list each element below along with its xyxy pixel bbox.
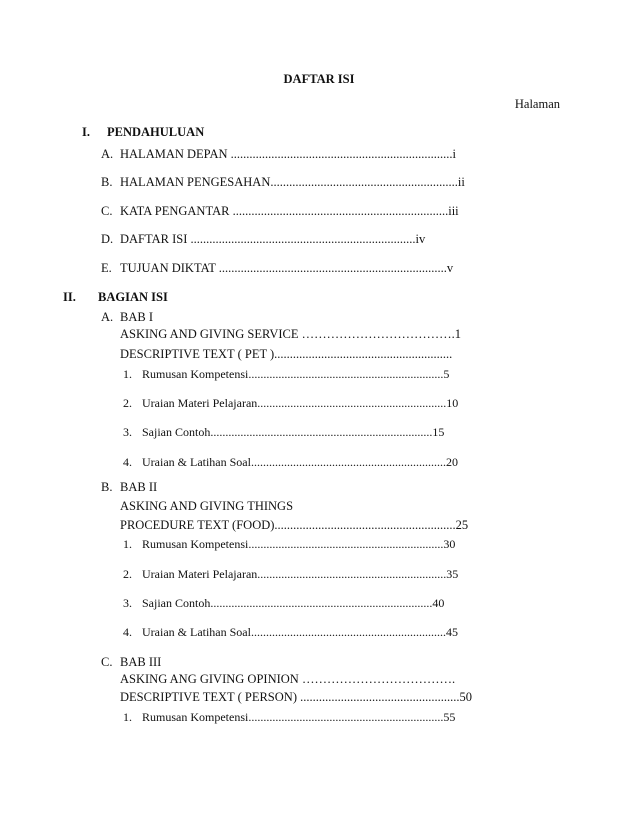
toc-entry-text: HALAMAN PENGESAHAN <box>120 175 271 189</box>
sub-entry <box>142 596 444 611</box>
toc-page-number: 40 <box>432 596 445 610</box>
toc-entry <box>120 232 425 247</box>
toc-entry-text: Rumusan Kompetensi <box>142 367 249 381</box>
dot-leader: ………………………………. <box>298 672 456 686</box>
bab-heading-line <box>120 690 472 705</box>
sub-item-number: 3. <box>123 425 132 439</box>
sub-entry <box>142 625 458 640</box>
bab-heading-line <box>120 499 293 514</box>
toc-item-letter: B. <box>101 480 113 494</box>
bab-label: BAB II <box>120 480 158 494</box>
dot-leader: ................................................................. <box>250 625 446 639</box>
sub-item-number: 2. <box>123 396 132 410</box>
toc-entry-text: Sajian Contoh <box>142 596 211 610</box>
page-title: DAFTAR ISI <box>283 72 355 86</box>
bab-label: BAB I <box>120 310 153 324</box>
toc-item-letter: B. <box>101 175 113 189</box>
bab-heading-line <box>120 327 461 342</box>
toc-entry-text: Uraian & Latihan Soal <box>142 625 251 639</box>
bab-heading-line <box>120 347 452 362</box>
toc-entry-text: Rumusan Kompetensi <box>142 537 249 551</box>
toc-entry <box>120 204 459 219</box>
dot-leader: ................................................................. <box>250 455 446 469</box>
toc-item-letter: C. <box>101 204 113 218</box>
toc-page-number: 50 <box>459 690 472 704</box>
toc-item-letter: A. <box>101 147 114 161</box>
toc-entry-text: DAFTAR ISI <box>120 232 188 246</box>
toc-page-number: ii <box>457 175 465 189</box>
toc-entry-text: TUJUAN DIKTAT <box>120 261 216 275</box>
toc-item-letter: A. <box>101 310 114 324</box>
dot-leader: ......................................................... <box>274 347 453 361</box>
sub-entry <box>142 567 458 582</box>
toc-page-number: iv <box>415 232 426 246</box>
dot-leader: ……………………………… <box>298 327 452 341</box>
toc-page-number: 10 <box>446 396 459 410</box>
toc-entry-text: Uraian & Latihan Soal <box>142 455 251 469</box>
toc-page-number: i <box>452 147 457 161</box>
toc-entry <box>120 261 453 276</box>
section-heading: PENDAHULUAN <box>107 125 205 139</box>
toc-entry-text: HALAMAN DEPAN <box>120 147 228 161</box>
toc-entry-text: Sajian Contoh <box>142 425 211 439</box>
dot-leader: ........................................................................ <box>187 232 416 246</box>
section-number: I. <box>82 125 90 139</box>
toc-page-number: iii <box>448 204 459 218</box>
sub-item-number: 1. <box>123 367 132 381</box>
dot-leader: .......................................................................... <box>210 596 433 610</box>
bab-heading-line <box>120 672 455 687</box>
toc-page-number: 15 <box>432 425 445 439</box>
sub-item-number: 1. <box>123 710 132 724</box>
toc-page-number: v <box>446 261 454 275</box>
dot-leader: ................................................... <box>296 690 460 704</box>
dot-leader: ............................................................... <box>257 396 447 410</box>
dot-leader: ................................................................. <box>248 537 444 551</box>
toc-entry <box>120 147 456 162</box>
sub-entry <box>142 425 444 440</box>
dot-leader: ..................................................................... <box>229 204 449 218</box>
toc-entry-text: ASKING AND GIVING THINGS <box>120 499 294 513</box>
toc-entry-text: Uraian Materi Pelajaran <box>142 396 258 410</box>
toc-entry-text: KATA PENGANTAR <box>120 204 230 218</box>
section-number: II. <box>63 290 76 304</box>
sub-entry <box>142 455 458 470</box>
dot-leader: ......................................................................... <box>215 261 447 275</box>
page-column-label: Halaman <box>514 97 560 111</box>
sub-item-number: 2. <box>123 567 132 581</box>
sub-item-number: 1. <box>123 537 132 551</box>
toc-page-number: .1 <box>451 327 462 341</box>
toc-page-number: 55 <box>443 710 456 724</box>
toc-entry <box>120 175 465 190</box>
toc-page-number: 35 <box>446 567 459 581</box>
sub-entry <box>142 537 455 552</box>
sub-item-number: 3. <box>123 596 132 610</box>
dot-leader: .......................................................................... <box>210 425 433 439</box>
toc-page-number: 5 <box>443 367 450 381</box>
toc-entry-text: DESCRIPTIVE TEXT ( PET ) <box>120 347 275 361</box>
toc-entry-text: DESCRIPTIVE TEXT ( PERSON) <box>120 690 297 704</box>
dot-leader: .......................................................... <box>274 518 456 532</box>
dot-leader: ................................................................. <box>248 367 444 381</box>
toc-page-number: 25 <box>455 518 469 532</box>
section-heading: BAGIAN ISI <box>98 290 168 304</box>
toc-page-number: 20 <box>445 455 458 469</box>
toc-page-number: 30 <box>443 537 456 551</box>
sub-entry <box>142 396 458 411</box>
dot-leader: ....................................................................... <box>227 147 453 161</box>
sub-item-number: 4. <box>123 625 132 639</box>
toc-entry-text: Uraian Materi Pelajaran <box>142 567 258 581</box>
toc-entry-text: PROCEDURE TEXT (FOOD) <box>120 518 275 532</box>
toc-entry-text: ASKING AND GIVING SERVICE <box>120 327 299 341</box>
bab-label: BAB III <box>120 655 162 669</box>
dot-leader: ................................................................. <box>248 710 444 724</box>
toc-item-letter: C. <box>101 655 113 669</box>
dot-leader: ............................................................ <box>270 175 458 189</box>
toc-item-letter: E. <box>101 261 112 275</box>
sub-item-number: 4. <box>123 455 132 469</box>
sub-entry <box>142 710 455 725</box>
toc-entry-text: Rumusan Kompetensi <box>142 710 249 724</box>
bab-heading-line <box>120 518 468 533</box>
dot-leader: ............................................................... <box>257 567 447 581</box>
sub-entry <box>142 367 449 382</box>
toc-page-number: 45 <box>445 625 458 639</box>
toc-item-letter: D. <box>101 232 114 246</box>
toc-entry-text: ASKING ANG GIVING OPINION <box>120 672 299 686</box>
